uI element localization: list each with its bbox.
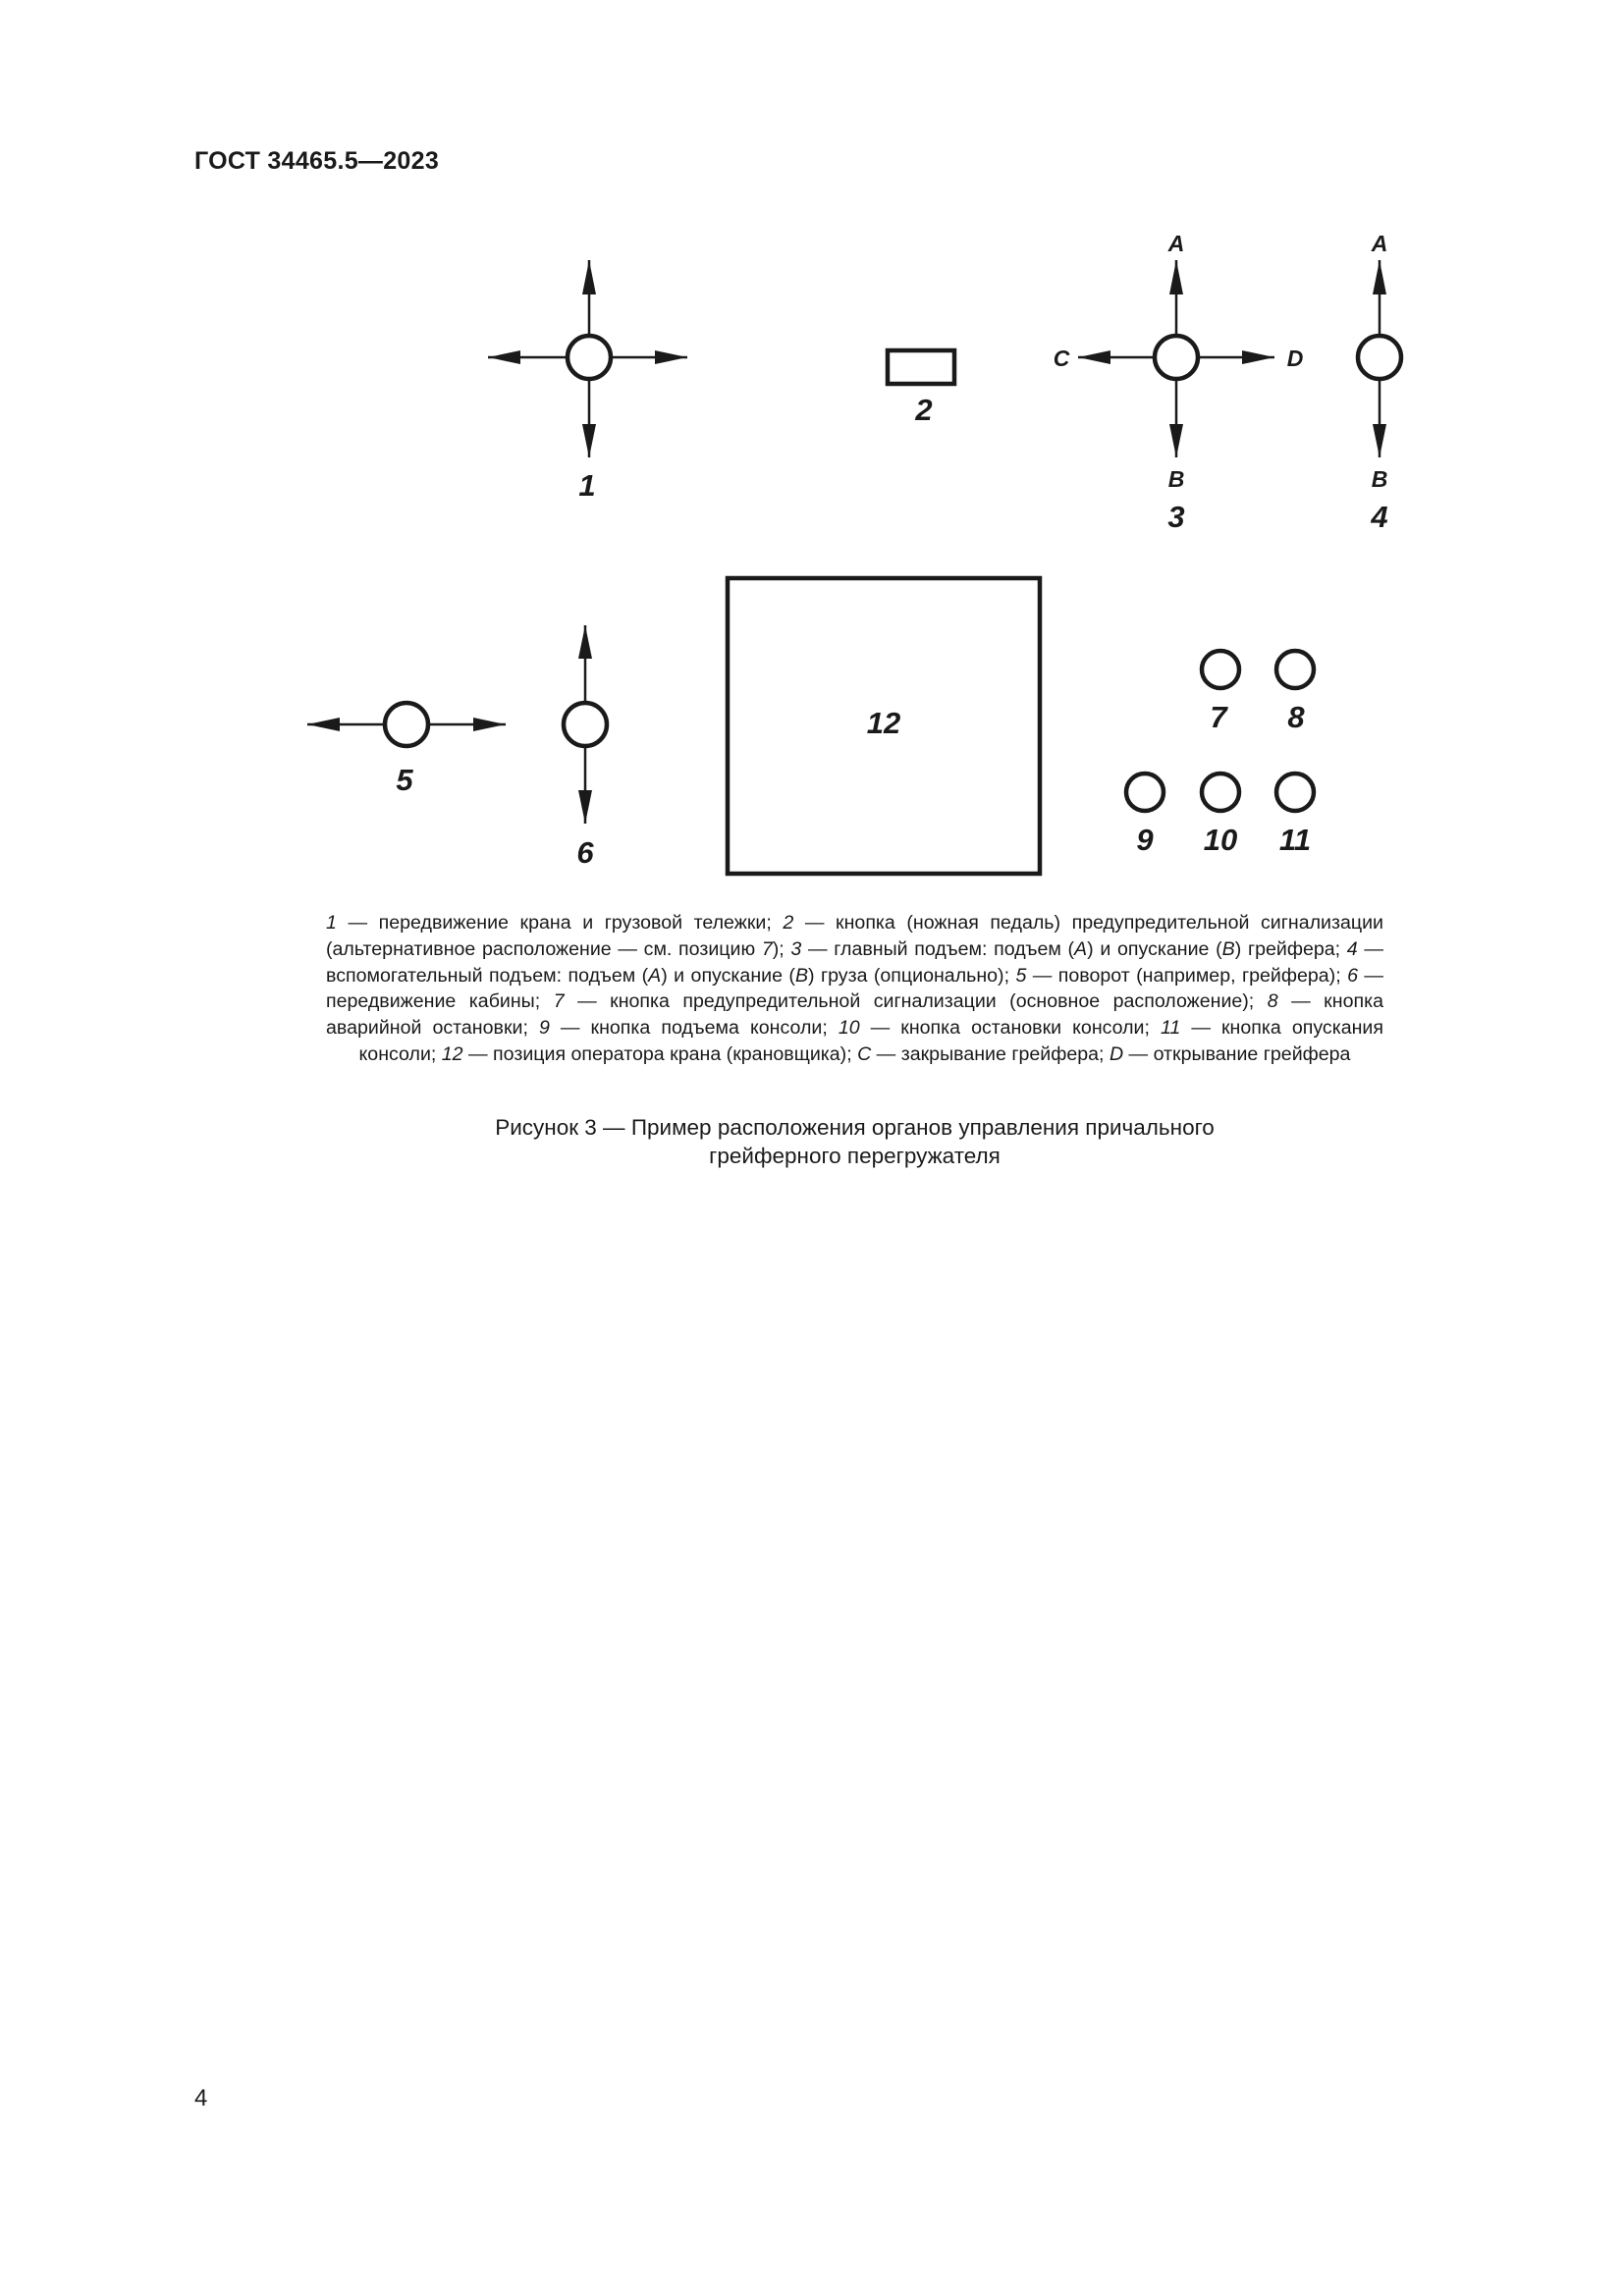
- page-number: 4: [194, 2085, 208, 2111]
- legend-text: — кнопка остановки консоли;: [859, 1017, 1161, 1040]
- button-10: [1202, 774, 1239, 811]
- legend-key: 2: [783, 912, 794, 934]
- legend-text: — кнопка предупредительной сигнализации (основное расположение);: [564, 990, 1268, 1013]
- legend-text: — поворот (например, грейфера);: [1026, 964, 1348, 987]
- legend-key: B: [1221, 937, 1235, 960]
- legend-text: — закрывание грейфера;: [871, 1042, 1110, 1065]
- label-3-D: D: [1286, 346, 1304, 371]
- legend-key: 11: [1160, 1017, 1181, 1040]
- label-4-A: A: [1371, 231, 1388, 256]
- legend-key: 3: [790, 937, 802, 960]
- figure-caption: [326, 1113, 1383, 1170]
- label-6: 6: [576, 835, 594, 870]
- legend-key: 10: [838, 1017, 860, 1040]
- label-4: 4: [1371, 500, 1388, 534]
- legend-key: B: [794, 964, 809, 987]
- legend-key: C: [857, 1042, 872, 1065]
- legend-text: ) и опускание (: [661, 964, 795, 987]
- legend-key: 9: [538, 1017, 550, 1040]
- label-9: 9: [1136, 823, 1154, 857]
- control-6-knob: [564, 703, 607, 746]
- caption-line-2: грейферного перегружателя: [709, 1144, 1001, 1168]
- button-8: [1276, 651, 1314, 688]
- legend-key: 5: [1015, 964, 1027, 987]
- legend-key: 1: [326, 912, 337, 934]
- label-7: 7: [1210, 700, 1227, 734]
- legend-text: );: [772, 937, 791, 960]
- legend-key: 4: [1346, 937, 1358, 960]
- label-3-C: C: [1053, 346, 1070, 371]
- legend-key: D: [1109, 1042, 1124, 1065]
- legend-text: ) грейфера;: [1234, 937, 1347, 960]
- document-header: ГОСТ 34465.5—2023: [194, 147, 440, 175]
- legend-key: 7: [761, 937, 773, 960]
- label-11: 11: [1278, 823, 1312, 857]
- control-3-joystick: [1078, 260, 1274, 457]
- legend-text: — позиция оператора крана (крановщика);: [462, 1042, 858, 1065]
- label-10: 10: [1203, 823, 1238, 857]
- legend-key: 12: [441, 1042, 463, 1065]
- control-layout-figure: [0, 0, 1624, 903]
- control-5-knob: [385, 703, 428, 746]
- control-2-pedal: [888, 350, 954, 384]
- legend-key: A: [648, 964, 662, 987]
- control-4-knob: [1358, 336, 1401, 379]
- label-3-A: A: [1167, 231, 1185, 256]
- control-6-lever: [564, 625, 607, 824]
- legend-key: 7: [553, 990, 565, 1013]
- legend-text: — передвижение крана и грузовой тележки;: [336, 912, 784, 934]
- legend-text: — кнопка (ножная педаль) предупредительной сигнализации (альтернативное расположение — см. позицию: [326, 912, 1383, 960]
- control-3-knob: [1155, 336, 1198, 379]
- legend-key: 6: [1347, 964, 1358, 987]
- legend-text: — главный подъем: подъем (: [801, 937, 1075, 960]
- caption-line-1: Рисунок 3 — Пример расположения органов управления причального: [495, 1115, 1215, 1140]
- legend-text: — кнопка аварийной остановки;: [326, 990, 1383, 1040]
- label-2: 2: [915, 393, 933, 427]
- button-11: [1276, 774, 1314, 811]
- label-1: 1: [578, 468, 596, 503]
- button-7: [1202, 651, 1239, 688]
- control-1-joystick: [488, 260, 687, 457]
- label-5: 5: [396, 763, 413, 797]
- label-3-B: B: [1167, 466, 1185, 492]
- label-3: 3: [1167, 500, 1185, 534]
- legend-text: ) груза (опционально);: [808, 964, 1016, 987]
- legend-text: — передвижение кабины;: [326, 964, 1383, 1013]
- legend-text: — открывание грейфера: [1123, 1042, 1351, 1065]
- figure-legend: [326, 910, 1383, 1068]
- control-4-lever: [1358, 260, 1401, 457]
- control-5-lever: [307, 703, 506, 746]
- legend-text: — кнопка опускания консоли;: [358, 1017, 1383, 1065]
- label-4-B: B: [1371, 466, 1388, 492]
- button-9: [1126, 774, 1164, 811]
- legend-text: ) и опускание (: [1087, 937, 1222, 960]
- legend-text: — кнопка подъема консоли;: [549, 1017, 839, 1040]
- control-1-knob: [568, 336, 611, 379]
- label-12: 12: [866, 706, 901, 740]
- legend-key: A: [1074, 937, 1088, 960]
- legend-text: — вспомогательный подъем: подъем (: [326, 937, 1383, 987]
- legend-key: 8: [1267, 990, 1278, 1013]
- label-8: 8: [1287, 700, 1305, 734]
